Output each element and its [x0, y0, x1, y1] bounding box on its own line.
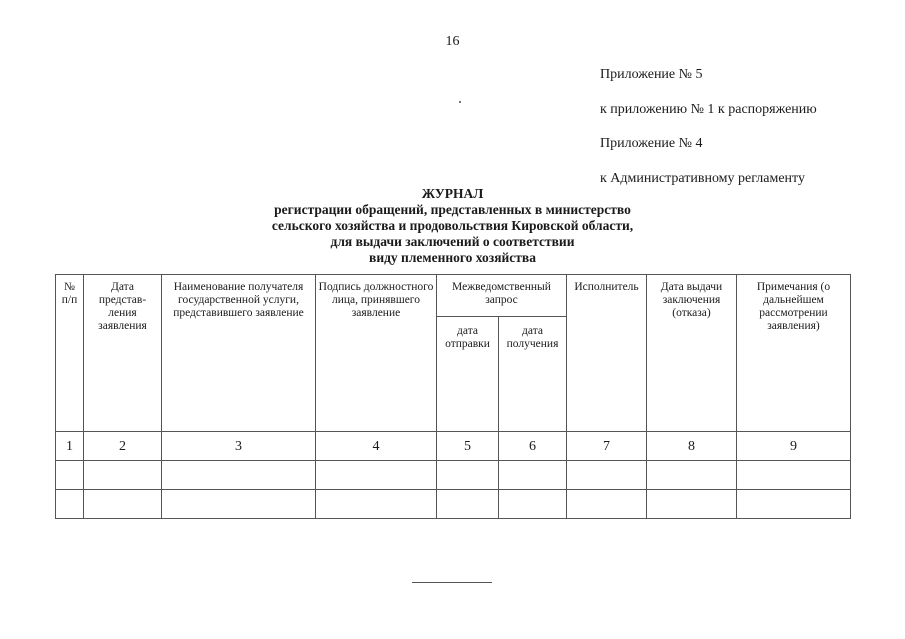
empty-cell	[737, 490, 851, 519]
header-issue-date: Дата выдачи заключения (отказа)	[647, 275, 737, 432]
appendix-line-4: к Административному регламенту	[600, 171, 805, 186]
title-heading: ЖУРНАЛ	[421, 186, 484, 201]
empty-cell	[316, 490, 437, 519]
header-executor: Исполнитель	[567, 275, 647, 432]
column-number: 5	[437, 432, 499, 461]
empty-cell	[567, 490, 647, 519]
empty-cell	[437, 461, 499, 490]
empty-cell	[437, 490, 499, 519]
empty-cell	[567, 461, 647, 490]
column-number: 9	[737, 432, 851, 461]
column-number: 7	[567, 432, 647, 461]
column-number: 1	[56, 432, 84, 461]
empty-cell	[56, 490, 84, 519]
header-notes: Примечания (о дальнейшем рассмотрении заявления)	[737, 275, 851, 432]
empty-cell	[162, 461, 316, 490]
end-divider	[412, 582, 492, 583]
header-sent-date: дата отправки	[437, 317, 499, 432]
column-numbers-row	[56, 432, 851, 461]
document-title	[0, 186, 905, 266]
column-number: 2	[84, 432, 162, 461]
empty-cell	[499, 490, 567, 519]
journal-table	[55, 274, 851, 519]
appendix-line-3: Приложение № 4	[600, 136, 703, 151]
empty-cell	[647, 490, 737, 519]
appendix-line-2: к приложению № 1 к распоряжению	[600, 102, 817, 117]
header-row-number: № п/п	[56, 275, 84, 432]
empty-cell	[316, 461, 437, 490]
empty-cell	[162, 490, 316, 519]
header-received-date: дата получения	[499, 317, 567, 432]
appendix-line-1: Приложение № 5	[600, 67, 703, 82]
column-number: 8	[647, 432, 737, 461]
header-official-signature: Подпись должностного лица, принявшего заявление	[316, 275, 437, 432]
column-number: 3	[162, 432, 316, 461]
header-date-submitted: Дата представ-ления заявления	[84, 275, 162, 432]
table-row	[56, 490, 851, 519]
column-number: 4	[316, 432, 437, 461]
empty-cell	[647, 461, 737, 490]
scan-speck	[459, 101, 461, 103]
empty-cell	[84, 461, 162, 490]
page-number: 16	[445, 34, 460, 49]
title-line-3: для выдачи заключений о соответствии	[330, 234, 575, 249]
empty-cell	[737, 461, 851, 490]
title-line-4: виду племенного хозяйства	[369, 250, 536, 265]
empty-cell	[84, 490, 162, 519]
empty-cell	[499, 461, 567, 490]
table-row	[56, 461, 851, 490]
header-recipient-name: Наименование получателя государственной услуги, представившего заявление	[162, 275, 316, 432]
title-line-2: сельского хозяйства и продовольствия Кировской области,	[271, 218, 634, 233]
header-interagency-request: Межведомственный запрос	[437, 275, 567, 317]
empty-cell	[56, 461, 84, 490]
column-number: 6	[499, 432, 567, 461]
title-line-1: регистрации обращений, представленных в министерство	[274, 202, 631, 217]
